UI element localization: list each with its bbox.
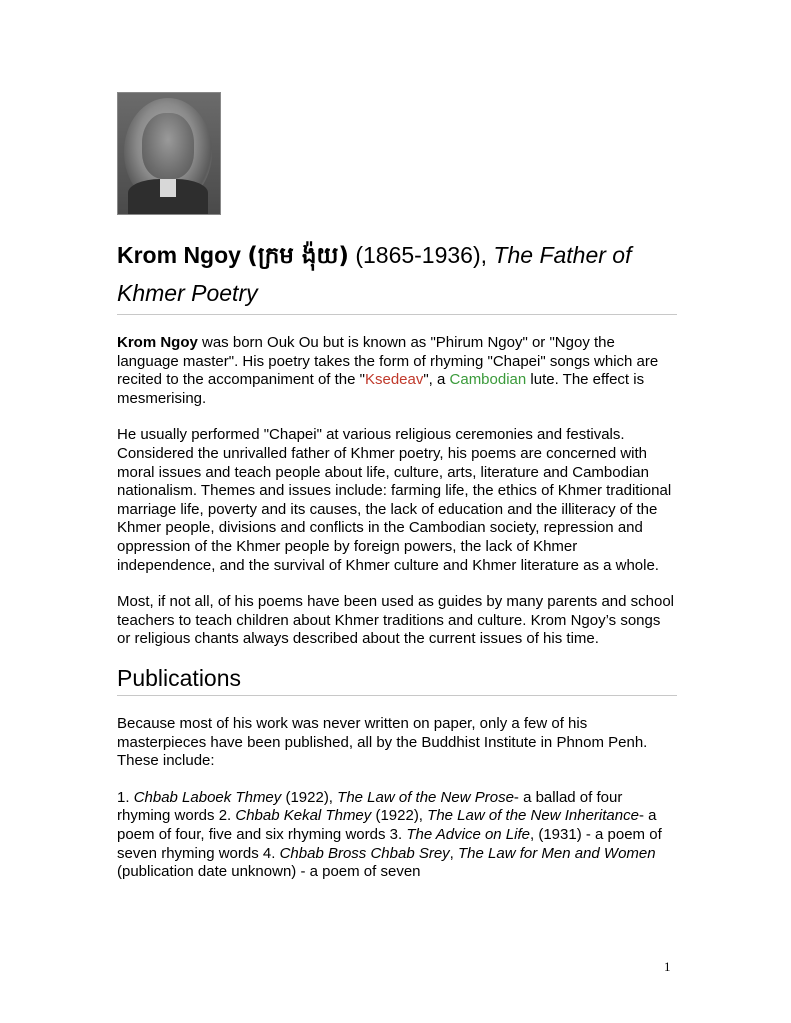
cambodian-link[interactable]: Cambodian <box>449 371 527 389</box>
title-khmer: (ក្រម ង៉ុយ) <box>247 243 349 269</box>
pub-title: The Law for Men and Women <box>458 844 656 862</box>
pub-text: 1. <box>117 788 134 806</box>
pub-title: Chbab Bross Chbab Srey <box>279 844 450 862</box>
page-title <box>117 237 677 315</box>
pub-title: The Law of the New Prose <box>337 788 514 806</box>
title-years: (1865-1936), <box>348 242 494 268</box>
publications-list <box>117 789 677 882</box>
pub-text: (1922), <box>281 788 338 806</box>
document-page <box>117 92 677 882</box>
pub-text: - a poem of four, five and six rhyming words 3. <box>117 807 657 843</box>
pub-text: , <box>449 844 459 862</box>
pub-title: Chbab Laboek Thmey <box>133 788 282 806</box>
pub-title: Chbab Kekal Thmey <box>235 807 372 825</box>
intro-name: Krom Ngoy <box>117 334 198 351</box>
pub-text: (publication date unknown) - a poem of seven <box>117 863 421 881</box>
publications-intro: Because most of his work was never written on paper, only a few of his masterpieces have been published, all by the Buddhist Institute in Phnom Penh. These include: <box>117 714 648 770</box>
ksedeav-link[interactable]: Ksedeav <box>364 371 424 389</box>
themes-paragraph: He usually performed "Chapei" at various religious ceremonies and festivals. Considered the unrivalled father of Khmer poetry, his poems are concerned with moral issues and teach people about life, culture, arts, literature and Cambodian nationalism. Themes and issues include: farming life, the ethics of Khmer traditional marriage life, poverty and its causes, the lack of education and the illiteracy of the Khmer people, divisions and conflicts in the Cambodian society, repression and oppression of the Khmer people by foreign powers, the lack of Khmer independence, and the survival of Khmer culture and Khmer literature as a whole. <box>117 426 672 574</box>
intro-text-2: ", a <box>423 371 450 389</box>
portrait-face <box>142 113 194 179</box>
title-epithet: The Father of Khmer Poetry <box>117 242 632 306</box>
pub-title: The Law of the New Inheritance <box>427 807 639 825</box>
intro-text-3: lute. The effect is mesmerising. <box>117 371 645 407</box>
pub-text: (1922), <box>371 807 428 825</box>
intro-paragraph <box>117 334 677 408</box>
page-number: 1 <box>664 959 671 974</box>
publications-heading: Publications <box>117 663 677 696</box>
title-name: Krom Ngoy <box>117 242 241 268</box>
legacy-paragraph: Most, if not all, of his poems have been used as guides by many parents and school teachers to teach children about Khmer traditions and culture. Krom Ngoy’s songs or religious chants always described about the current issues of his time. <box>117 593 674 648</box>
portrait-image <box>117 92 221 215</box>
pub-text: , (1931) - a poem of seven rhyming words 4. <box>117 825 662 862</box>
pub-title: The Advice on Life <box>406 825 530 843</box>
pub-text: - a ballad of four rhyming words 2. <box>117 788 623 825</box>
portrait-collar <box>160 179 176 197</box>
intro-text-1: was born Ouk Ou but is known as "Phirum Ngoy" or "Ngoy the language master". His poetry takes the form of rhyming "Chapei" songs which are recited to the accompaniment of the " <box>117 334 659 389</box>
